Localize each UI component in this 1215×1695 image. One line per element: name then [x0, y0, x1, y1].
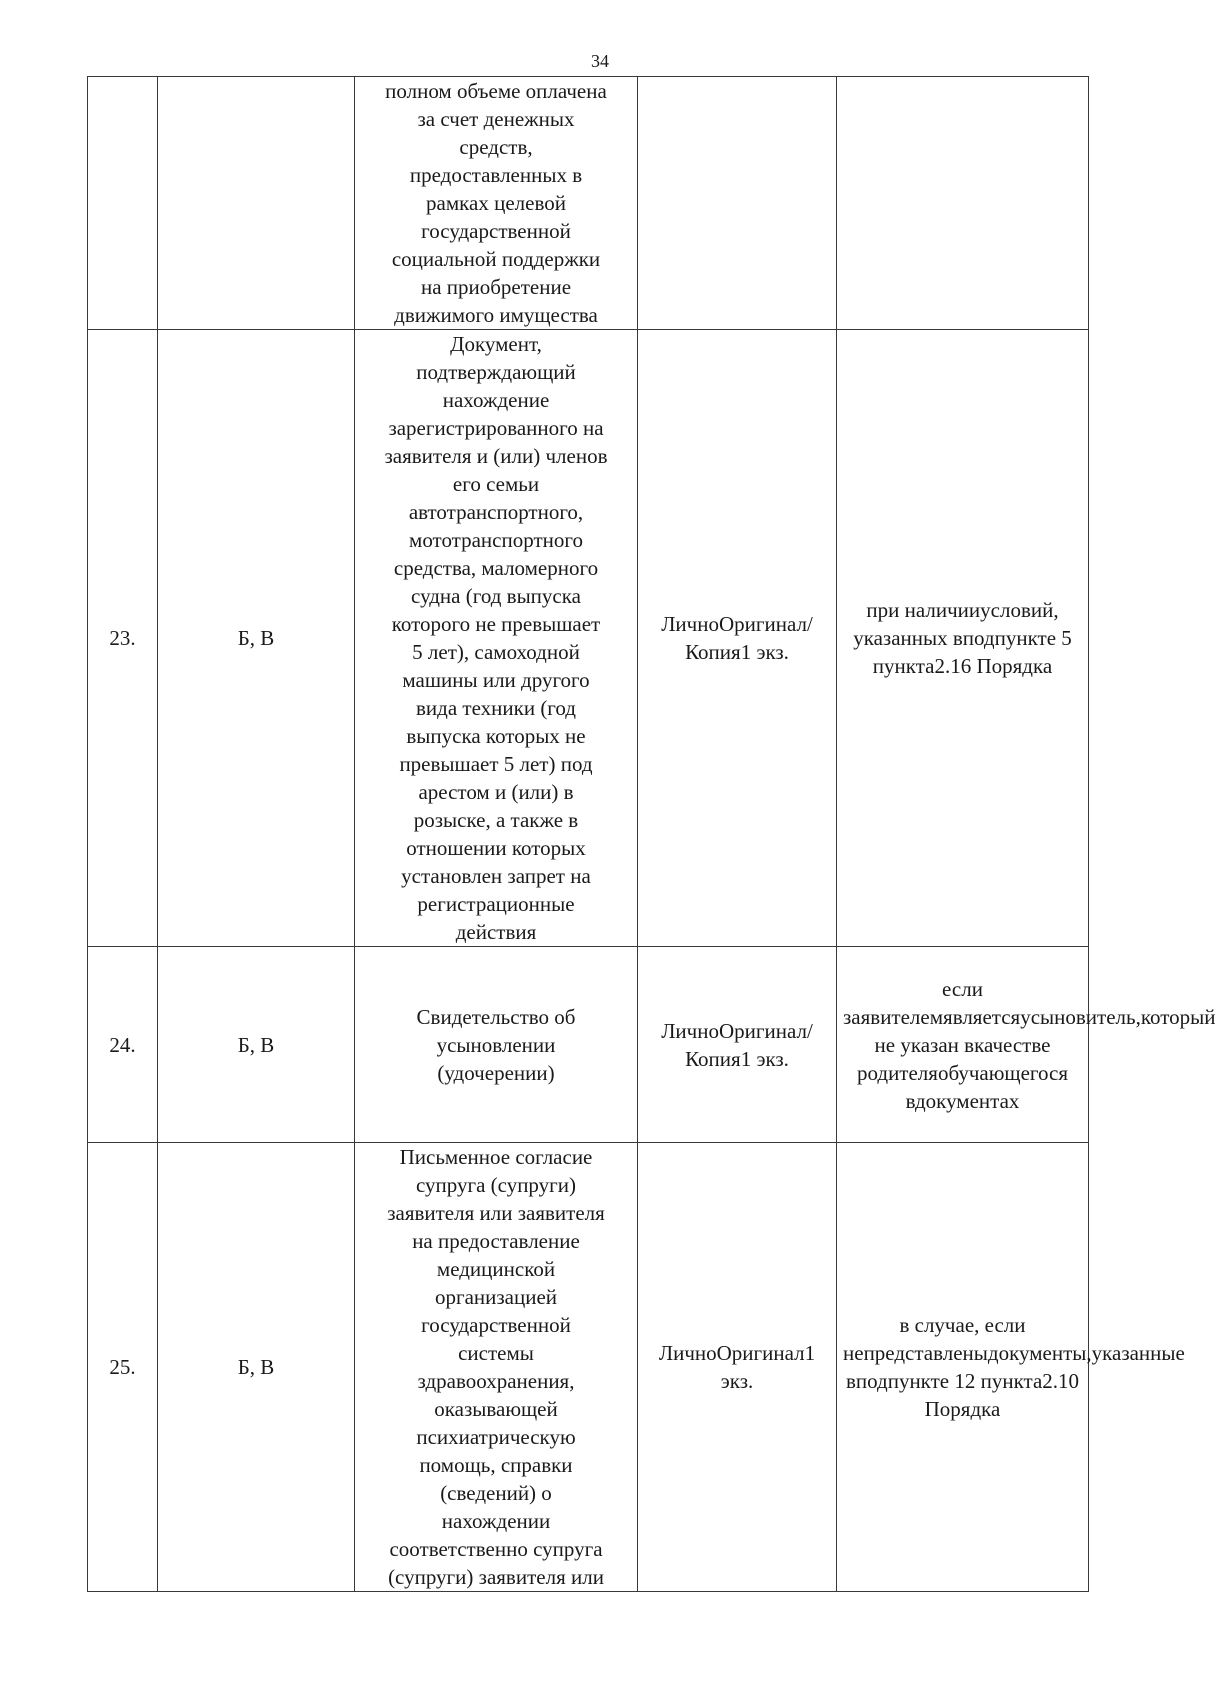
cell-text-line: 2.10 Порядка	[924, 1369, 1080, 1421]
cell-text-line: обучающегося в	[905, 1060, 1068, 1113]
row-number-cell	[88, 77, 158, 330]
cell-text-line: на предоставление	[412, 1229, 580, 1253]
cell-text-line: 1 экз.	[740, 1046, 789, 1071]
cell-text-line: подтверждающий	[416, 360, 576, 384]
cell-text-line: супруга (супруги)	[415, 1173, 577, 1197]
cell-text-line: указанные в	[845, 1341, 1185, 1393]
cell-text-line: на приобретение	[420, 275, 572, 299]
cell-text-line: средств,	[459, 135, 533, 159]
cell-text-line: арестом и (или) в	[418, 780, 574, 804]
cell-text-line: заявителя и (или) членов	[384, 444, 608, 468]
cell-text-line: качестве родителя	[856, 1032, 1051, 1085]
category-cell	[158, 77, 355, 330]
category-cell: Б, В	[158, 1143, 355, 1592]
cell-text-line: (удочерении)	[437, 1060, 555, 1085]
cell-text-line: превышает 5 лет) под	[399, 752, 593, 776]
cell-text-line: если заявителем	[843, 976, 983, 1029]
submission-form-cell	[638, 77, 837, 330]
cell-text-line: 1 экз.	[740, 640, 789, 664]
cell-text-line: судна (год выпуска	[411, 584, 581, 608]
cell-text-line: организацией	[434, 1285, 558, 1309]
cell-text-line: регистрационные	[417, 892, 575, 916]
cell-text-line: в случае, если не	[843, 1313, 1026, 1365]
document-name-cell	[355, 947, 638, 1143]
document-name-cell	[355, 330, 638, 947]
cell-text-line: подпункте 5 пункта	[872, 626, 1072, 678]
cell-text-line: предоставленных в	[409, 163, 583, 187]
table-row	[88, 1143, 1089, 1592]
cell-text-line: документы,	[987, 1341, 1092, 1365]
row-number-cell: 24.	[88, 947, 158, 1143]
cell-text-line: медицинской	[436, 1257, 556, 1281]
row-number-cell: 25.	[88, 1143, 158, 1592]
cell-text-line: 2.16 Порядка	[934, 654, 1053, 678]
condition-cell	[837, 1143, 1185, 1592]
cell-text-line: зарегистрированного на	[388, 416, 604, 440]
cell-text-line: психиатрическую	[416, 1425, 576, 1449]
page-number: 34	[591, 51, 609, 71]
cell-text-line: действия	[455, 920, 537, 944]
cell-text-line: Оригинал/Копия	[685, 612, 813, 664]
cell-text-line: системы	[458, 1341, 534, 1365]
cell-text-line: вида техники (год	[416, 696, 576, 720]
category-cell: Б, В	[158, 330, 355, 947]
cell-text-line: представлены	[863, 1341, 988, 1365]
row-number-cell: 23.	[88, 330, 158, 947]
cell-text-line: машины или другого	[402, 668, 590, 692]
cell-text-line: является	[943, 1004, 1021, 1029]
cell-text-line: розыске, а также в	[413, 808, 579, 832]
submission-form-cell	[638, 947, 837, 1143]
cell-text-line: 5 лет), самоходной	[412, 640, 580, 664]
cell-text-line: выпуска которых не	[406, 724, 586, 748]
documents-table	[87, 76, 1215, 1592]
cell-text-line: Лично	[661, 1018, 719, 1043]
condition-cell	[837, 77, 1089, 330]
cell-text-line: усыновитель,	[1020, 1004, 1141, 1029]
cell-text-line: Лично	[661, 612, 719, 636]
cell-text-line: автотранспортного,	[408, 500, 584, 524]
cell-text-line: полном объеме оплачена	[385, 79, 607, 103]
cell-text-line: за счет денежных	[417, 107, 575, 131]
cell-text-line: рамках целевой	[426, 191, 566, 215]
cell-text-line: оказывающей	[434, 1397, 558, 1421]
cell-text-line: государственной	[421, 1313, 571, 1337]
cell-text-line: документах	[914, 1088, 1020, 1113]
cell-text-line: усыновлении	[436, 1032, 556, 1057]
cell-text-line: (супруги) заявителя или	[388, 1565, 604, 1589]
category-cell: Б, В	[158, 947, 355, 1143]
cell-text-line: средства, маломерного	[393, 556, 599, 580]
cell-text-line: соответственно супруга	[389, 1537, 603, 1561]
submission-form-cell	[638, 330, 837, 947]
cell-text-line: Оригинал/Копия	[685, 1018, 813, 1071]
document-name-cell	[355, 77, 638, 330]
cell-text-line: Оригинал	[716, 1341, 805, 1365]
cell-text-line: который не указан в	[874, 1004, 1215, 1057]
table-row	[88, 947, 1089, 1143]
cell-text-line: здравоохранения,	[417, 1369, 575, 1393]
cell-text-line: движимого имущества	[394, 303, 598, 327]
cell-text-line: социальной поддержки	[391, 247, 601, 271]
submission-form-cell	[638, 1143, 837, 1592]
cell-text-line: Свидетельство об	[416, 1004, 576, 1029]
table-row	[88, 330, 1089, 947]
cell-text-line: мототранспортного	[409, 528, 583, 552]
cell-text-line: Лично	[658, 1341, 717, 1365]
condition-cell	[837, 330, 1089, 947]
cell-text-line: помощь, справки	[419, 1453, 573, 1477]
cell-text-line: Документ,	[450, 332, 542, 356]
cell-text-line: установлен запрет на	[401, 864, 591, 888]
cell-text-line: нахождение	[442, 388, 550, 412]
cell-text-line: его семьи	[452, 472, 540, 496]
cell-text-line: подпункте 12 пункта	[855, 1369, 1043, 1393]
cell-text-line: условий, указанных в	[853, 598, 1059, 650]
cell-text-line: Письменное согласие	[399, 1145, 593, 1169]
cell-text-line: которого не превышает	[391, 612, 601, 636]
condition-cell	[837, 947, 1215, 1143]
cell-text-line: (сведений) о	[440, 1481, 552, 1505]
cell-text-line: нахождении	[441, 1509, 551, 1533]
cell-text-line: при наличии	[866, 598, 981, 622]
cell-text-line: 1 экз.	[720, 1341, 816, 1393]
table-row	[88, 77, 1089, 330]
document-name-cell	[355, 1143, 638, 1592]
cell-text-line: отношении которых	[406, 836, 586, 860]
cell-text-line: заявителя или заявителя	[387, 1201, 605, 1225]
cell-text-line: государственной	[421, 219, 571, 243]
